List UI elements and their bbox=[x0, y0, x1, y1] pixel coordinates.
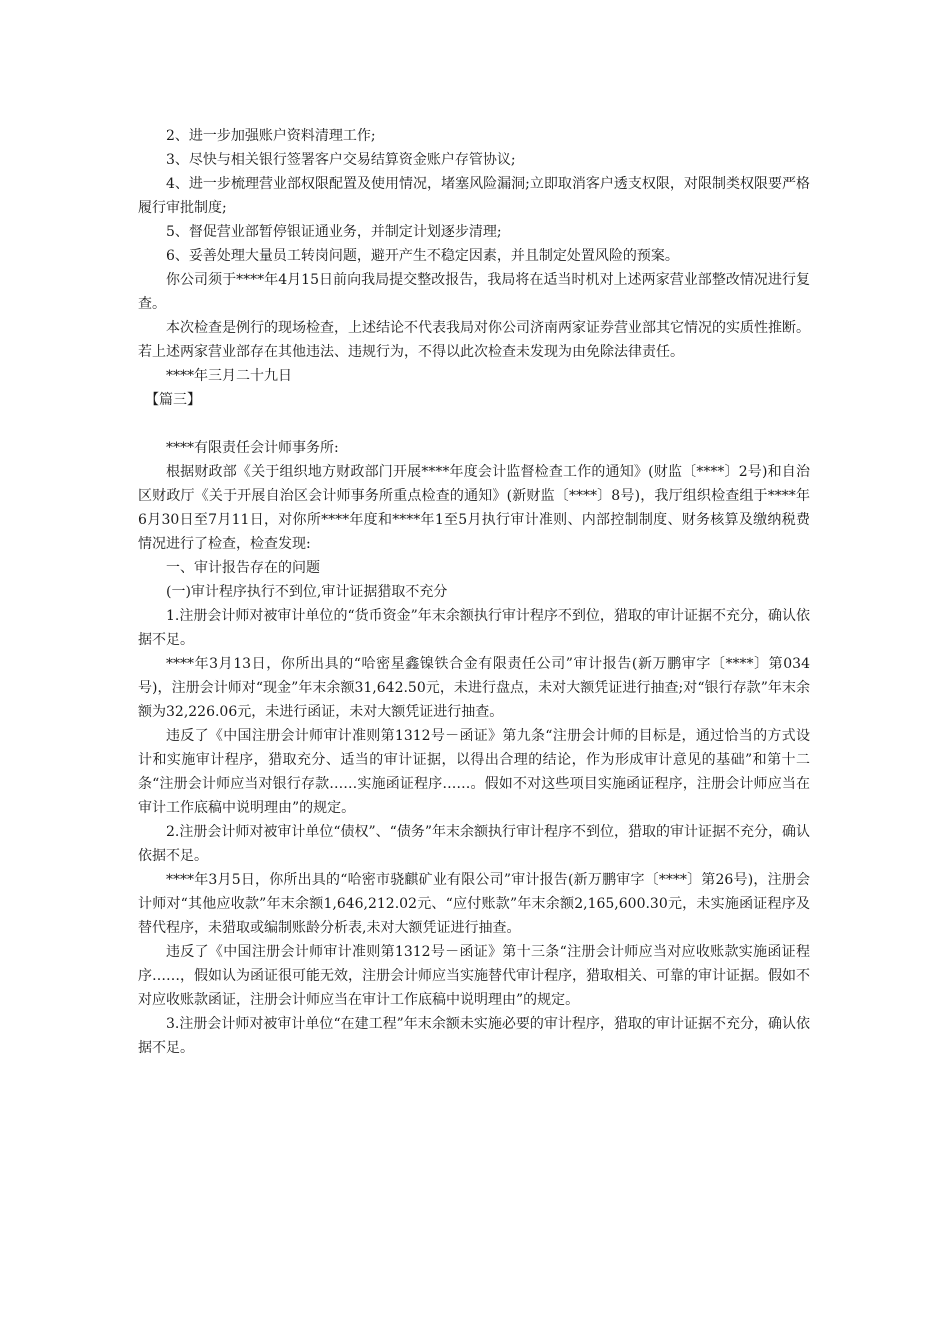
subsection-heading-procedures: (一)审计程序执行不到位,审计证据猎取不充分 bbox=[166, 584, 448, 600]
issue-2-case-detail: ****年3月5日，你所出具的“哈密市骁麒矿业有限公司”审计报告(新万鹏审字〔****〕第26号)，注册会计师对“其他应收款”年末余额1,646,212.02元、“应付账款”年末余额2,165,600.30元，未实施函证程序及替代程序，未猎取或编制账龄分析表,未对大额凭证进行抽查。 bbox=[138, 872, 810, 936]
inspection-basis-paragraph: 根据财政部《关于组织地方财政部门开展****年度会计监督检查工作的通知》(财监〔****〕2号)和自治区财政厅《关于开展自治区会计师事务所重点检查的通知》(新财监〔****〕8号)，我厅组织检查组于****年6月30日至7月11日，对你所****年度和****年1至5月执行审计准则、内部控制制度、财务核算及缴纳税费情况进行了检查，检查发现: bbox=[138, 464, 810, 552]
addressee-line: ****有限责任会计师事务所: bbox=[166, 440, 339, 456]
issue-2-receivables-payables: 2.注册会计师对被审计单位“债权”、“债务”年末余额执行审计程序不到位，猎取的审计证据不充分，确认依据不足。 bbox=[138, 824, 810, 864]
section-heading-part-three: 【篇三】 bbox=[145, 392, 201, 408]
blank-line bbox=[138, 412, 810, 436]
issue-1-monetary-funds: 1.注册会计师对被审计单位的“货币资金”年末余额执行审计程序不到位，猎取的审计证据不充分，确认依据不足。 bbox=[138, 608, 810, 648]
issue-1-violation: 违反了《中国注册会计师审计准则第1312号－函证》第九条“注册会计师的目标是，通过恰当的方式设计和实施审计程序，猎取充分、适当的审计证据，以得出合理的结论，作为形成审计意见的基础”和第十二条“注册会计师应当对银行存款……实施函证程序……。假如不对这些项目实施函证程序，注册会计师应当在审计工作底稿中说明理由”的规定。 bbox=[138, 728, 810, 816]
document-body bbox=[138, 124, 810, 1060]
inspection-disclaimer-paragraph: 本次检查是例行的现场检查，上述结论不代表我局对你公司济南两家证券营业部其它情况的实质性推断。若上述两家营业部存在其他违法、违规行为，不得以此次检查未发现为由免除法律责任。 bbox=[138, 320, 810, 360]
signature-date: ****年三月二十九日 bbox=[166, 368, 292, 384]
rectification-item-3: 3、尽快与相关银行签署客户交易结算资金账户存管协议; bbox=[166, 152, 516, 168]
section-heading-audit-report-issues: 一、审计报告存在的问题 bbox=[166, 560, 320, 576]
rectification-item-2: 2、进一步加强账户资料清理工作; bbox=[166, 128, 376, 144]
issue-1-case-detail: ****年3月13日，你所出具的“哈密星鑫镍铁合金有限责任公司”审计报告(新万鹏审字〔****〕第034号)，注册会计师对“现金”年末余额31,642.50元，未进行盘点，未对大额凭证进行抽查;对“银行存款”年末余额为32,226.06元，未进行函证，未对大额凭证进行抽查。 bbox=[138, 656, 810, 720]
rectification-item-4: 4、进一步梳理营业部权限配置及使用情况，堵塞风险漏洞;立即取消客户透支权限，对限制类权限要严格履行审批制度; bbox=[138, 176, 810, 216]
issue-3-construction-in-progress: 3.注册会计师对被审计单位“在建工程”年末余额未实施必要的审计程序，猎取的审计证据不充分，确认依据不足。 bbox=[138, 1016, 810, 1056]
rectification-item-6: 6、妥善处理大量员工转岗问题，避开产生不稳定因素，并且制定处置风险的预案。 bbox=[166, 248, 679, 264]
report-deadline-paragraph: 你公司须于****年4月15日前向我局提交整改报告，我局将在适当时机对上述两家营业部整改情况进行复查。 bbox=[138, 272, 810, 312]
issue-2-violation: 违反了《中国注册会计师审计准则第1312号－函证》第十三条“注册会计师应当对应收账款实施函证程序……，假如认为函证很可能无效，注册会计师应当实施替代审计程序，猎取相关、可靠的审计证据。假如不对应收账款函证，注册会计师应当在审计工作底稿中说明理由”的规定。 bbox=[138, 944, 810, 1008]
rectification-item-5: 5、督促营业部暂停银证通业务，并制定计划逐步清理; bbox=[166, 224, 502, 240]
